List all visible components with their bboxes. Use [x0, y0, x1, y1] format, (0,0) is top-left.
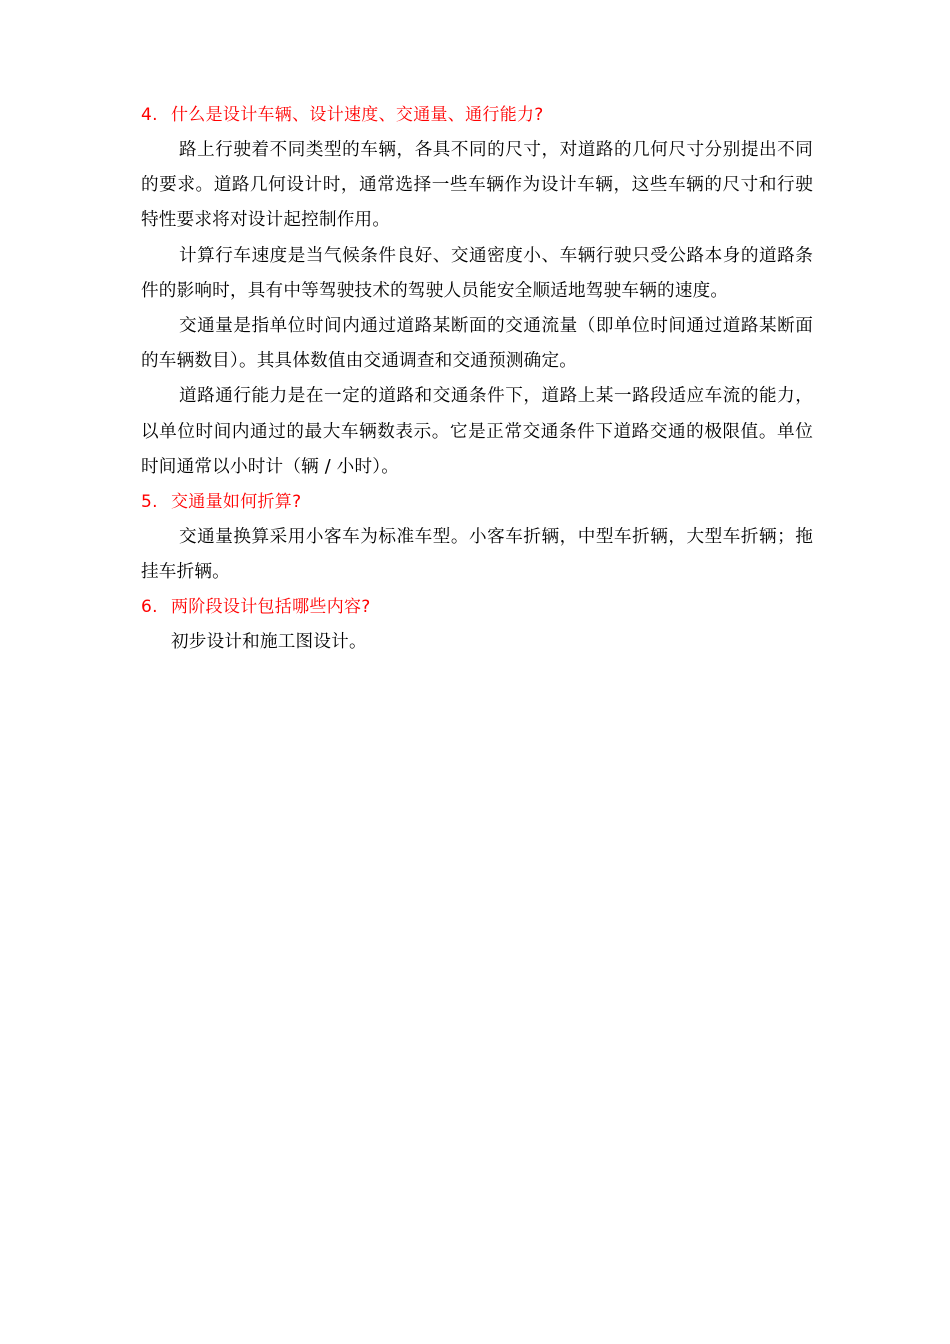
paragraph-design-vehicle: 路上行驶着不同类型的车辆，各具不同的尺寸，对道路的几何尺寸分别提出不同的要求。道路几何设计时，通常选择一些车辆作为设计车辆，这些车辆的尺寸和行驶特性要求将对设计起控制作用。 [141, 140, 813, 231]
section-heading-4 [141, 98, 813, 133]
section-title: 两阶段设计包括哪些内容? [171, 597, 371, 618]
section-heading-6 [141, 590, 813, 625]
section-number: 5. [141, 492, 158, 513]
paragraph-capacity: 道路通行能力是在一定的道路和交通条件下，道路上某一路段适应车流的能力，以单位时间内通过的最大车辆数表示。它是正常交通条件下道路交通的极限值。单位时间通常以小时计（辆 / 小时）。 [141, 386, 813, 477]
paragraph-traffic-volume: 交通量是指单位时间内通过道路某断面的交通流量（即单位时间通过道路某断面的车辆数目）。其具体数值由交通调查和交通预测确定。 [141, 316, 813, 372]
document-content [141, 98, 813, 661]
section-title: 什么是设计车辆、设计速度、交通量、通行能力? [171, 105, 544, 125]
section-number: 4. [141, 105, 158, 125]
section-number: 6. [141, 597, 158, 618]
paragraph-design-speed: 计算行车速度是当气候条件良好、交通密度小、车辆行驶只受公路本身的道路条件的影响时，具有中等驾驶技术的驾驶人员能安全顺适地驾驶车辆的速度。 [141, 245, 813, 301]
section-heading-5 [141, 485, 813, 520]
paragraph-volume-conversion: 交通量换算采用小客车为标准车型。小客车折辆，中型车折辆，大型车折辆；拖挂车折辆。 [141, 527, 813, 583]
paragraph-two-stage-design: 初步设计和施工图设计。 [171, 632, 367, 653]
section-title: 交通量如何折算? [171, 492, 302, 513]
